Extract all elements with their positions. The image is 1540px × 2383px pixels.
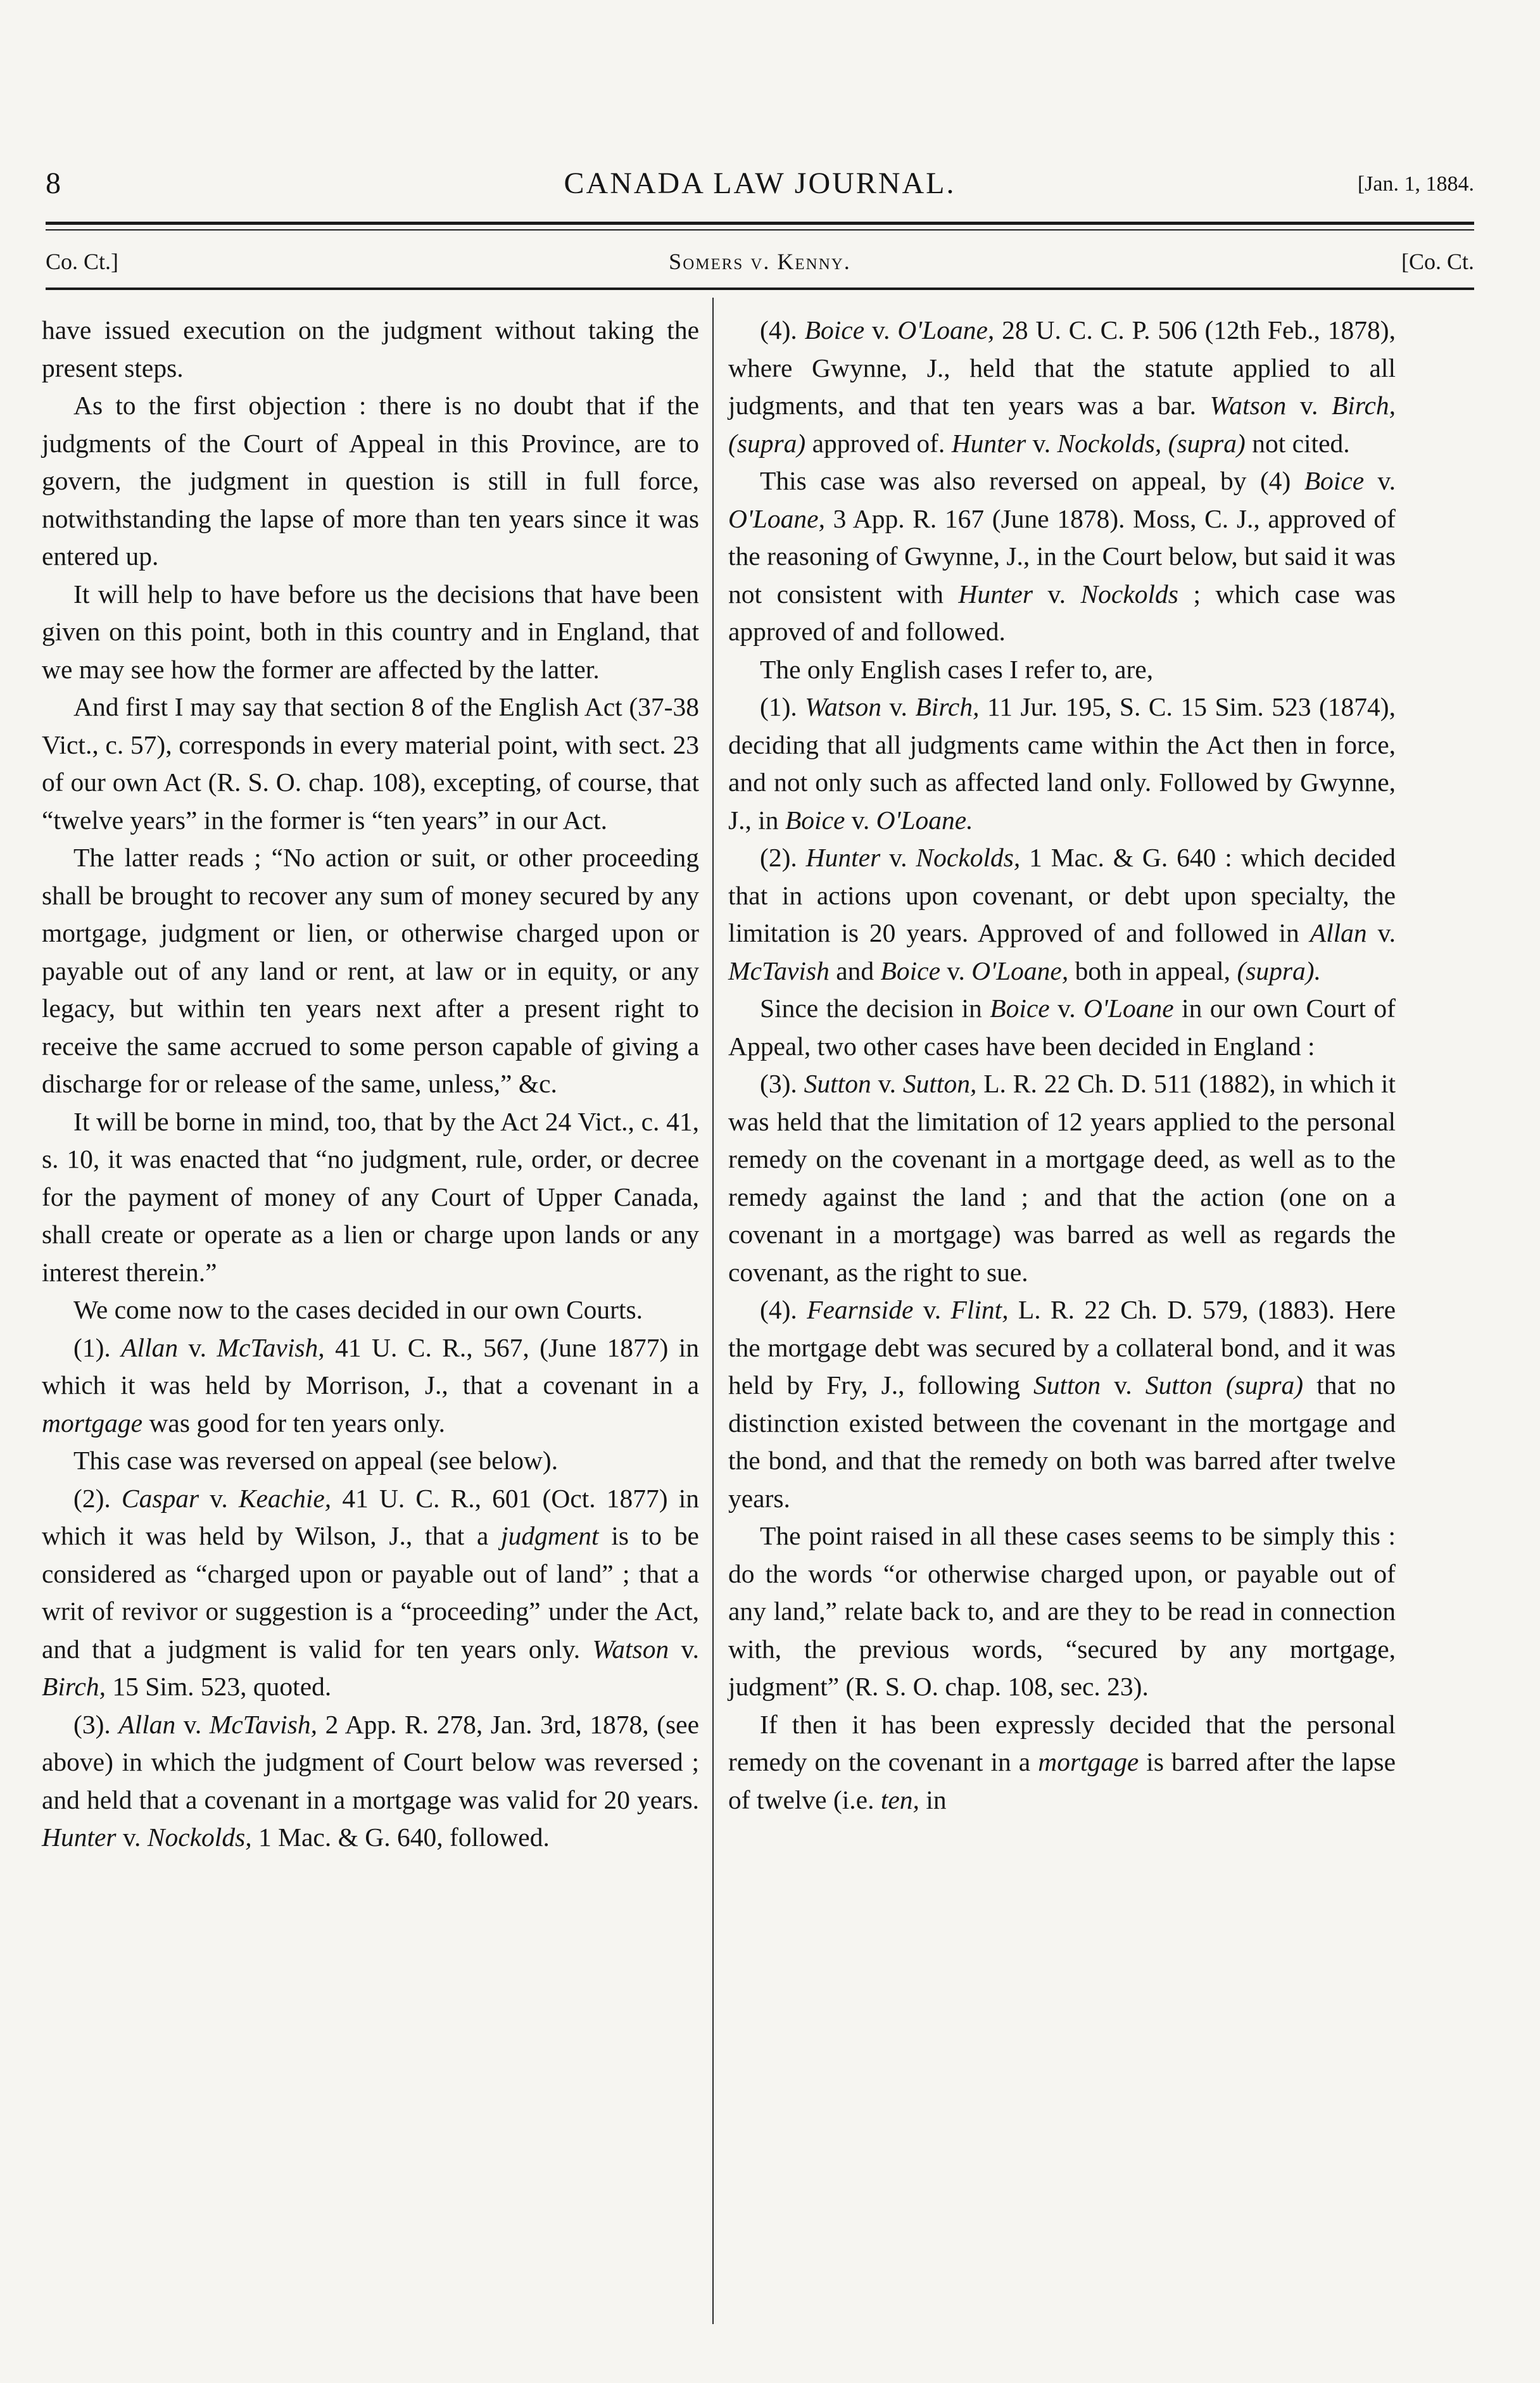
text-run: (4). <box>760 315 805 344</box>
text-run: 11 Jur. 195, S. C. 15 Sim. 523 (1874), deciding that all judgments came within the Act then in force, and not only such as affected land only. Followed by Gwynne, J., in <box>728 692 1396 835</box>
case-name: O'Loane, <box>728 503 825 533</box>
text-run: 2 App. R. 278, Jan. 3rd, 1878, (see above) in which the judgment of Court below was reversed ; and held that a covenant in a mortgage was valid for 20 years. <box>42 1709 700 1814</box>
case-name: Allan <box>1310 918 1367 947</box>
case-name: Hunter <box>805 843 881 872</box>
page-number: 8 <box>46 167 61 200</box>
text-run: 1 Mac. & G. 640 : which decided that in actions upon covenant, or debt upon specialty, the limitation is 20 years. Approved of and followed in <box>728 843 1396 947</box>
paragraph: And first I may say that section 8 of the English Act (37-38 Vict., c. 57), corresponds in every material point, with sect. 23 of our own Act (R. S. O. chap. 108), excepting, of course, that “twelve years” in the former is “ten years” in our Act. <box>42 692 699 835</box>
left-column <box>42 312 699 1857</box>
text-run: L. R. 22 Ch. D. 511 (1882), in which it was held that the limitation of 12 years applied to the personal remedy on the covenant in a mortgage deed, as well as to the remedy against the land ; and that the action (one on a covenant in a mortgage) was barred as well as regards the covenant, as the right to sue. <box>728 1069 1396 1287</box>
text-run: 28 U. C. C. P. 506 (12th Feb., 1878), where Gwynne, J., held that the statute applied to all judgments, and that ten years was a bar. <box>728 315 1396 420</box>
text-run: that no distinction existed between the covenant in the mortgage and the bond, and that the remedy on both was barred after twelve years. <box>728 1370 1396 1513</box>
paragraph: The only English cases I refer to, are, <box>760 654 1154 684</box>
case-name: Nockolds <box>1080 579 1178 609</box>
text-run: was good for ten years only. <box>142 1408 445 1438</box>
case-name: Sutton <box>804 1069 871 1098</box>
right-column <box>728 312 1396 1819</box>
case-name: Nockolds, <box>916 843 1021 872</box>
case-name: Sutton (supra) <box>1145 1370 1304 1400</box>
paragraph <box>728 990 1396 1065</box>
case-name: Boice <box>990 994 1050 1023</box>
text-run: v. <box>1026 428 1057 458</box>
case-citation <box>728 1065 1396 1291</box>
case-name: Boice <box>785 805 845 835</box>
case-name: Watson <box>592 1634 669 1664</box>
text-run: 3 App. R. 167 (June 1878). Moss, C. J., approved of the reasoning of Gwynne, J., in the Court below, but said it was not consistent with <box>728 503 1396 609</box>
text-run: 1 Mac. & G. 640, followed. <box>251 1823 550 1852</box>
case-name: O'Loane. <box>876 805 973 835</box>
text-run: is barred after the lapse of twelve (i.e. <box>728 1747 1396 1814</box>
case-name: Boice <box>880 956 941 985</box>
case-citation <box>42 1706 699 1857</box>
case-name: Nockolds, <box>147 1823 252 1852</box>
text-run: v. <box>881 692 916 721</box>
header-rule-thin <box>46 229 1474 231</box>
text-run: (3). <box>73 1709 119 1739</box>
case-name: Hunter <box>958 579 1033 609</box>
case-name: Allan <box>118 1709 176 1739</box>
court-label-right: [Co. Ct. <box>1401 249 1474 274</box>
case-name: O'Loane, <box>897 315 995 344</box>
paragraph <box>728 1706 1396 1819</box>
case-citation <box>728 839 1396 990</box>
case-name: Hunter <box>42 1823 117 1852</box>
text-run: v. <box>864 315 898 344</box>
column-divider <box>712 298 714 2324</box>
paragraph: have issued execution on the judgment without taking the present steps. <box>42 315 699 382</box>
case-name: McTavish, <box>217 1332 325 1362</box>
paragraph: This case was reversed on appeal (see below). <box>73 1446 559 1475</box>
text-run: v. <box>1366 918 1396 947</box>
text-run: v. <box>116 1823 148 1852</box>
page-header <box>46 166 1474 212</box>
journal-title: CANADA LAW JOURNAL. <box>564 167 956 200</box>
text-run: (3). <box>760 1069 804 1098</box>
case-name: Boice <box>1304 466 1365 495</box>
case-name: O'Loane, <box>971 956 1069 985</box>
case-name: Fearnside <box>807 1295 914 1324</box>
case-name: Allan <box>121 1332 179 1362</box>
text-run: v. <box>880 843 916 872</box>
case-name: Sutton <box>1033 1370 1101 1400</box>
case-citation <box>728 688 1396 839</box>
text-run: v. <box>940 956 972 985</box>
paragraph: The latter reads ; “No action or suit, or other proceeding shall be brought to recover any sum of money secured by any mortgage, judgment or lien, or otherwise charged upon or payable out of any land or rent, at law or in equity, or any legacy, but within ten years next after a present right to receive the same accrued to some person capable of giving a discharge for or release of the same, unless,” &c. <box>42 843 699 1098</box>
text-run: (1). <box>760 692 805 721</box>
case-name: Hunter <box>951 428 1026 458</box>
text-run: is to be considered as “charged upon or payable out of land” ; that a writ of revivor or suggestion is a “proceeding” under the Act, and that a judgment is valid for ten years only. <box>42 1521 699 1664</box>
italic-text: ten, <box>880 1785 919 1814</box>
text-run: v. <box>1286 391 1332 420</box>
paragraph: We come now to the cases decided in our own Courts. <box>73 1295 643 1324</box>
case-name: Boice <box>804 315 865 344</box>
italic-text: judgment <box>501 1521 599 1550</box>
text-run: both in appeal, <box>1068 956 1237 985</box>
text-run: (1). <box>73 1332 122 1362</box>
text-run: approved of. <box>805 428 952 458</box>
case-citation <box>42 1329 699 1443</box>
issue-date: [Jan. 1, 1884. <box>1357 172 1474 196</box>
text-run: (2). <box>760 843 806 872</box>
italic-text: mortgage <box>42 1408 143 1438</box>
text-run: (4). <box>760 1295 807 1324</box>
running-head <box>46 248 1474 280</box>
text-run: ; which case was approved of and followed. <box>728 579 1396 646</box>
text-run: v. <box>845 805 876 835</box>
text-run: in <box>919 1785 947 1814</box>
text-run: not cited. <box>1245 428 1350 458</box>
case-citation <box>42 1480 699 1706</box>
case-citation <box>728 1291 1396 1517</box>
case-name: Birch, <box>42 1672 106 1701</box>
text-run: v. <box>669 1634 699 1664</box>
text-run: v. <box>1032 579 1081 609</box>
text-run: v. <box>1101 1370 1146 1400</box>
paragraph: As to the first objection : there is no doubt that if the judgments of the Court of Appeal in this Province, are to govern, the judgment in question is still in full force, notwithstanding the lapse of more than ten years since it was entered up. <box>42 391 699 571</box>
case-name: Birch, <box>915 692 980 721</box>
case-citation <box>728 312 1396 462</box>
case-name: Keachie, <box>238 1483 332 1513</box>
text-run: This case was also reversed on appeal, by (4) <box>760 466 1304 495</box>
text-run: v. <box>913 1295 951 1324</box>
italic-text: (supra). <box>1237 956 1322 985</box>
case-name: Birch, (supra) <box>728 391 1396 458</box>
case-name: Sutton, <box>902 1069 977 1098</box>
paragraph <box>728 462 1396 651</box>
paragraph: The point raised in all these cases seems to be simply this : do the words “or otherwise charged upon, or payable out of any land,” relate back to, and are they to be read in connection with, the previous words, “secured by any mortgage, judgment” (R. S. O. chap. 108, sec. 23). <box>728 1521 1396 1701</box>
header-rule-thick <box>46 222 1474 225</box>
case-name: Watson <box>805 692 881 721</box>
text-run: (2). <box>73 1483 122 1513</box>
text-run: v. <box>1049 994 1084 1023</box>
case-name: O'Loane <box>1083 994 1174 1023</box>
text-run: If then it has been expressly decided that the personal remedy on the covenant in a <box>728 1709 1396 1776</box>
case-name: McTavish, <box>209 1709 318 1739</box>
text-run: v. <box>1364 466 1396 495</box>
court-label-left: Co. Ct.] <box>46 249 119 274</box>
text-run: in our own Court of Appeal, two other cases have been decided in England : <box>728 994 1396 1061</box>
italic-text: mortgage <box>1038 1747 1139 1776</box>
case-name: Flint, <box>950 1295 1009 1324</box>
text-run: and <box>829 956 881 985</box>
case-name: Watson <box>1209 391 1287 420</box>
case-title: Somers v. Kenny. <box>669 249 851 274</box>
text-run: v. <box>871 1069 903 1098</box>
text-run: v. <box>199 1483 239 1513</box>
text-run: 15 Sim. 523, quoted. <box>106 1672 332 1701</box>
paragraph: It will be borne in mind, too, that by the Act 24 Vict., c. 41, s. 10, it was enacted that “no judgment, rule, order, or decree for the payment of money of any Court of Upper Canada, shall create or operate as a lien or charge upon lands or any interest therein.” <box>42 1106 699 1287</box>
text-run: Since the decision in <box>760 994 990 1023</box>
case-name: Caspar <box>121 1483 199 1513</box>
text-run: 41 U. C. R., 601 (Oct. 1877) in which it was held by Wilson, J., that a <box>42 1483 700 1550</box>
paragraph: It will help to have before us the decisions that have been given on this point, both in this country and in England, that we may see how the former are affected by the latter. <box>42 579 699 684</box>
text-run: v. <box>175 1709 210 1739</box>
text-run: v. <box>178 1332 217 1362</box>
text-run: 41 U. C. R., 567, (June 1877) in which it was held by Morrison, J., that a covenant in a <box>42 1332 699 1400</box>
text-run: L. R. 22 Ch. D. 579, (1883). Here the mortgage debt was secured by a collateral bond, and it was held by Fry, J., following <box>728 1295 1396 1400</box>
case-name: Nockolds, (supra) <box>1057 428 1246 458</box>
subheader-rule <box>46 288 1474 290</box>
case-name: McTavish <box>728 956 830 985</box>
